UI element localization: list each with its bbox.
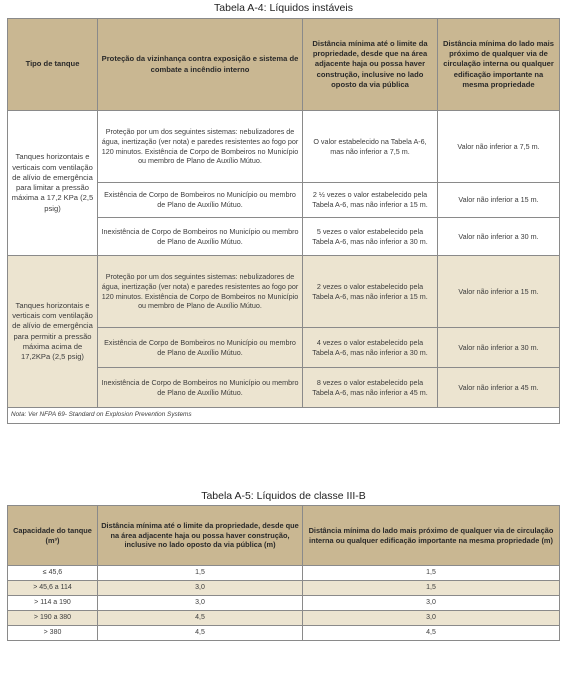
distance-internal-cell: 4,5: [303, 626, 560, 641]
capacity-cell: > 114 a 190: [8, 596, 98, 611]
capacity-cell: > 190 a 380: [8, 611, 98, 626]
distance-internal-cell: Valor não inferior a 15 m.: [438, 256, 560, 328]
header-distance-internal: Distância mínima do lado mais próximo de qualquer via de circulação interna ou qualquer edificação importante na mesma propriedade (m): [303, 506, 560, 566]
table-row: [8, 596, 560, 611]
distance-property-cell: 3,0: [98, 581, 303, 596]
distance-property-cell: 4,5: [98, 611, 303, 626]
distance-property-cell: 4,5: [98, 626, 303, 641]
table-note: Nota: Ver NFPA 69- Standard on Explosion Prevention Systems: [8, 408, 560, 424]
protection-cell: Proteção por um dos seguintes sistemas: nebulizadores de água, inertização (ver nota) e paredes resistentes ao fogo por 120 minutos. Existência de Corpo de Bombeiros no Município ou membro de Plano de Auxílio Mútuo.: [98, 111, 303, 183]
table-row: [8, 581, 560, 596]
protection-cell: Existência de Corpo de Bombeiros no Município ou membro de Plano de Auxílio Mútuo.: [98, 328, 303, 368]
distance-property-cell: 1,5: [98, 566, 303, 581]
distance-internal-cell: Valor não inferior a 45 m.: [438, 368, 560, 408]
distance-internal-cell: 3,0: [303, 596, 560, 611]
tank-type-cell: Tanques horizontais e verticais com ventilação de alívio de emergência para limitar a pressão máxima a 17,2 KPa (2,5 psig): [8, 111, 98, 256]
distance-internal-cell: 1,5: [303, 581, 560, 596]
header-protection: Proteção da vizinhança contra exposição e sistema de combate a incêndio interno: [98, 19, 303, 111]
tank-type-cell: Tanques horizontais e verticais com ventilação de alívio de emergência para permitir a pressão máxima acima de 17,2KPa (2,5 psig): [8, 256, 98, 408]
distance-internal-cell: 3,0: [303, 611, 560, 626]
header-capacity: Capacidade do tanque (m³): [8, 506, 98, 566]
table-a4: [7, 18, 560, 424]
table-row: [8, 566, 560, 581]
header-distance-property: Distância mínima até o limite da propriedade, desde que na área adjacente haja ou possa haver construção, inclusive no lado oposto da via pública (m): [98, 506, 303, 566]
capacity-cell: ≤ 45,6: [8, 566, 98, 581]
header-tank-type: Tipo de tanque: [8, 19, 98, 111]
distance-property-cell: 4 vezes o valor estabelecido pela Tabela A-6, mas não inferior a 30 m.: [303, 328, 438, 368]
table-row: [8, 111, 560, 183]
table-row: [8, 626, 560, 641]
protection-cell: Existência de Corpo de Bombeiros no Município ou membro de Plano de Auxílio Mútuo.: [98, 183, 303, 218]
distance-property-cell: 3,0: [98, 596, 303, 611]
distance-property-cell: 2 ½ vezes o valor estabelecido pela Tabela A-6, mas não inferior a 15 m.: [303, 183, 438, 218]
table-row: [8, 256, 560, 328]
distance-internal-cell: 1,5: [303, 566, 560, 581]
distance-internal-cell: Valor não inferior a 7,5 m.: [438, 111, 560, 183]
capacity-cell: > 45,6 a 114: [8, 581, 98, 596]
protection-cell: Inexistência de Corpo de Bombeiros no Município ou membro de Plano de Auxílio Mútuo.: [98, 368, 303, 408]
protection-cell: Proteção por um dos seguintes sistemas: nebulizadores de água, inertização (ver nota) e paredes resistentes ao fogo por 120 minutos. Existência de Corpo de Bombeiros no Município ou membro de Plano de Auxílio Mútuo.: [98, 256, 303, 328]
distance-property-cell: 8 vezes o valor estabelecido pela Tabela A-6, mas não inferior a 45 m.: [303, 368, 438, 408]
table-a5: [7, 505, 560, 641]
table-row: [8, 611, 560, 626]
distance-property-cell: O valor estabelecido na Tabela A-6, mas não inferior a 7,5 m.: [303, 111, 438, 183]
capacity-cell: > 380: [8, 626, 98, 641]
distance-property-cell: 5 vezes o valor estabelecido pela Tabela A-6, mas não inferior a 30 m.: [303, 218, 438, 256]
table-a4-caption: Tabela A-4: Líquidos instáveis: [214, 2, 353, 14]
header-distance-property: Distância mínima até o limite da propriedade, desde que na área adjacente haja ou possa haver construção, inclusive no lado oposto da via pública: [303, 19, 438, 111]
distance-internal-cell: Valor não inferior a 30 m.: [438, 218, 560, 256]
distance-internal-cell: Valor não inferior a 15 m.: [438, 183, 560, 218]
distance-property-cell: 2 vezes o valor estabelecido pela Tabela A-6, mas não inferior a 15 m.: [303, 256, 438, 328]
header-distance-internal: Distância mínima do lado mais próximo de qualquer via de circulação interna ou qualquer edificação importante na mesma propriedade: [438, 19, 560, 111]
table-a5-caption: Tabela A-5: Líquidos de classe III-B: [201, 490, 366, 502]
protection-cell: Inexistência de Corpo de Bombeiros no Município ou membro de Plano de Auxílio Mútuo.: [98, 218, 303, 256]
distance-internal-cell: Valor não inferior a 30 m.: [438, 328, 560, 368]
